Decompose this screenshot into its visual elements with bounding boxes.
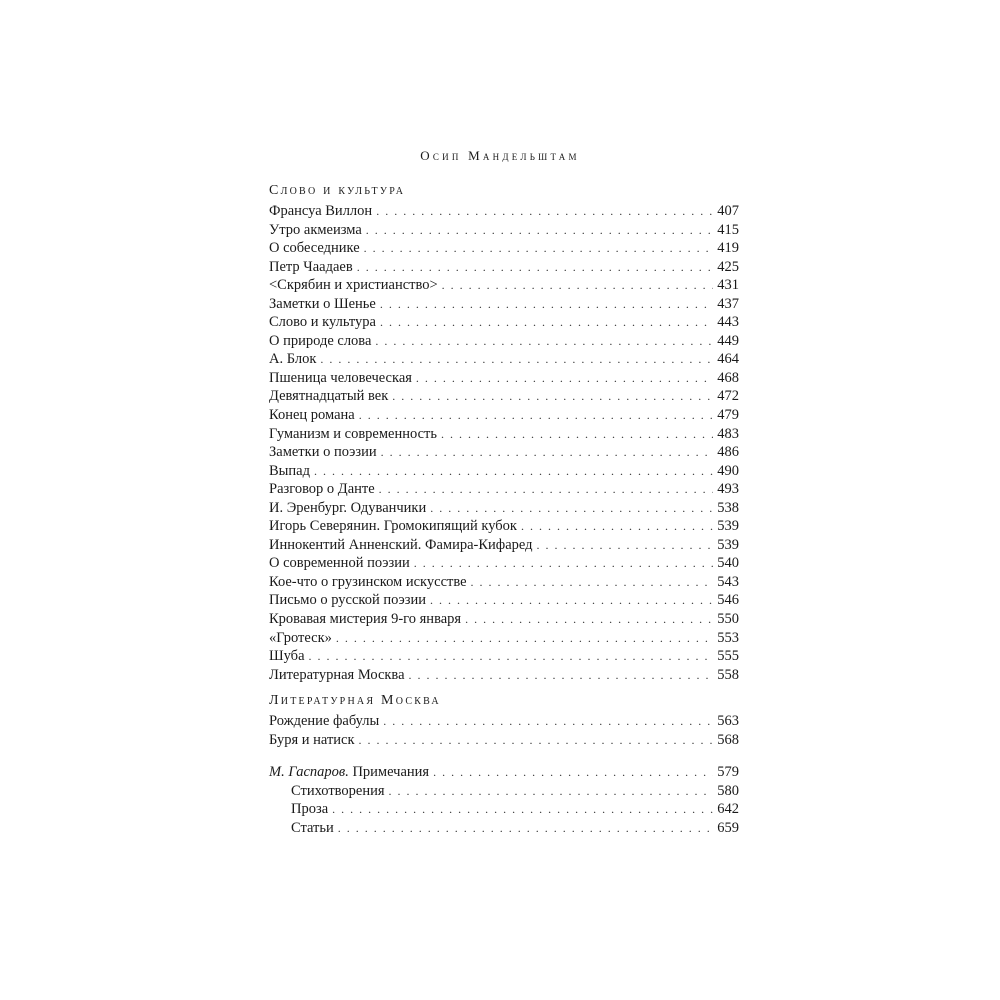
toc-entry[interactable] [269,554,739,573]
dot-leader [383,712,713,731]
entry-title: О современной поэзии [269,555,410,572]
dot-leader [332,800,713,819]
dot-leader [537,536,714,555]
dot-leader [309,647,714,666]
dot-leader [442,276,714,295]
dot-leader [430,499,713,518]
toc-entry[interactable] [269,276,739,295]
toc-entry[interactable] [269,536,739,555]
dot-leader [381,443,714,462]
entry-title: Выпад [269,462,310,479]
entry-title: Кое-что о грузинском искусстве [269,573,467,590]
dot-leader [338,819,713,838]
page-number: 539 [717,518,739,535]
entry-title: <Скрябин и христианство> [269,277,438,294]
entry-title: Игорь Северянин. Громокипящий кубок [269,518,517,535]
page-number: 407 [717,203,739,219]
page-number: 425 [717,258,739,275]
toc-entry[interactable] [269,647,739,666]
dot-leader [392,387,713,406]
toc-entry[interactable] [269,782,739,801]
page-number: 659 [717,819,739,836]
page-number: 483 [717,425,739,442]
page-number: 539 [717,536,739,553]
section-entries [269,202,739,684]
dot-leader [433,763,713,782]
dot-leader [389,782,714,801]
entry-title: Рождение фабулы [269,713,380,730]
spacer [269,749,739,763]
toc-entry[interactable] [269,406,739,425]
toc-entry[interactable] [269,573,739,592]
dot-leader [380,295,713,314]
page-number: 550 [717,611,739,628]
page-number: 546 [717,592,739,609]
toc-entry[interactable] [269,800,739,819]
page-number: 490 [717,462,739,479]
entry-title: Франсуа Виллон [269,203,373,219]
toc-entry[interactable] [269,499,739,518]
page-number: 563 [717,713,739,730]
entry-title: А. Блок [269,351,317,368]
entry-title: Утро акмеизма [269,221,362,238]
notes-author: М. Гаспаров. [269,764,349,781]
page-number: 568 [717,731,739,748]
entry-title: Проза [291,801,329,818]
entry-title: Иннокентий Анненский. Фамира-Кифаред [269,536,533,553]
page-number: 543 [717,573,739,590]
toc-entry[interactable] [269,239,739,258]
page-number: 472 [717,388,739,405]
dot-leader [416,369,713,388]
section-entries [269,712,739,749]
dot-leader [465,610,713,629]
entry-title: Заметки о поэзии [269,444,377,461]
page-number: 415 [717,221,739,238]
toc-entry-notes[interactable] [269,763,739,782]
toc-entry[interactable] [269,462,739,481]
toc-entry[interactable] [269,369,739,388]
page-number: 642 [717,801,739,818]
entry-title: Статьи [291,819,334,836]
dot-leader [379,480,714,499]
entry-title: О природе слова [269,332,372,349]
toc-entry[interactable] [269,819,739,838]
dot-leader [414,554,714,573]
entry-title: Буря и натиск [269,731,355,748]
page-number: 493 [717,481,739,498]
table-of-contents [269,178,739,838]
entry-title: «Гротеск» [269,629,332,646]
page-number: 449 [717,332,739,349]
page-number: 579 [717,764,739,781]
page-number: 479 [717,407,739,424]
page-number: 443 [717,314,739,331]
toc-entry[interactable] [269,332,739,351]
entry-title: И. Эренбург. Одуванчики [269,499,427,516]
toc-entry[interactable] [269,731,739,750]
entry-title: Кровавая мистерия 9-го января [269,611,462,628]
toc-entry[interactable] [269,591,739,610]
dot-leader [364,239,714,258]
page-number: 553 [717,629,739,646]
toc-entry[interactable] [269,258,739,277]
page-number: 464 [717,351,739,368]
entry-title: Петр Чаадаев [269,258,353,275]
dot-leader [366,221,713,240]
toc-entry[interactable] [269,480,739,499]
entry-title: Заметки о Шенье [269,295,376,312]
toc-entry[interactable] [269,712,739,731]
toc-entry[interactable] [269,387,739,406]
entry-title: Разговор о Данте [269,481,375,498]
dot-leader [375,332,713,351]
entry-title: О собеседнике [269,240,360,257]
entry-title: Литературная Москва [269,666,405,683]
dot-leader [376,202,713,221]
toc-entry[interactable] [269,517,739,536]
entry-title: Гуманизм и современность [269,425,437,442]
toc-entry[interactable] [269,629,739,648]
section-title: Литературная Москва [269,693,441,709]
dot-leader [441,425,713,444]
dot-leader [336,629,713,648]
page-number: 419 [717,240,739,257]
entry-title: Стихотворения [291,782,385,799]
dot-leader [359,731,714,750]
notes-label: Примечания [348,764,430,781]
dot-leader [409,666,714,685]
page-number: 431 [717,277,739,294]
notes-subentries [269,782,739,838]
page-number: 558 [717,666,739,683]
dot-leader [357,258,714,277]
page-number: 580 [717,782,739,799]
dot-leader [430,591,713,610]
toc-entry[interactable] [269,666,739,685]
toc-entry[interactable] [269,202,739,221]
page-number: 555 [717,648,739,665]
entry-title: Шуба [269,648,305,665]
toc-entry[interactable] [269,295,739,314]
entry-title [269,763,429,782]
section-title: Слово и культура [269,183,406,198]
page-number: 468 [717,369,739,386]
running-head: Осип Мандельштам [420,148,580,163]
entry-title: Девятнадцатый век [269,388,389,405]
toc-entry[interactable] [269,221,739,240]
page-number: 437 [717,295,739,312]
entry-title: Пшеница человеческая [269,369,412,386]
dot-leader [380,313,713,332]
toc-entry[interactable] [269,313,739,332]
dot-leader [521,517,713,536]
page-number: 486 [717,444,739,461]
entry-title: Письмо о русской поэзии [269,592,426,609]
toc-entry[interactable] [269,350,739,369]
toc-entry[interactable] [269,610,739,629]
page-number: 538 [717,499,739,516]
entry-title: Слово и культура [269,314,376,331]
dot-leader [320,350,713,369]
dot-leader [359,406,714,425]
toc-entry[interactable] [269,425,739,444]
page-number: 540 [717,555,739,572]
toc-entry[interactable] [269,443,739,462]
dot-leader [314,462,713,481]
dot-leader [471,573,714,592]
entry-title: Конец романа [269,407,355,424]
